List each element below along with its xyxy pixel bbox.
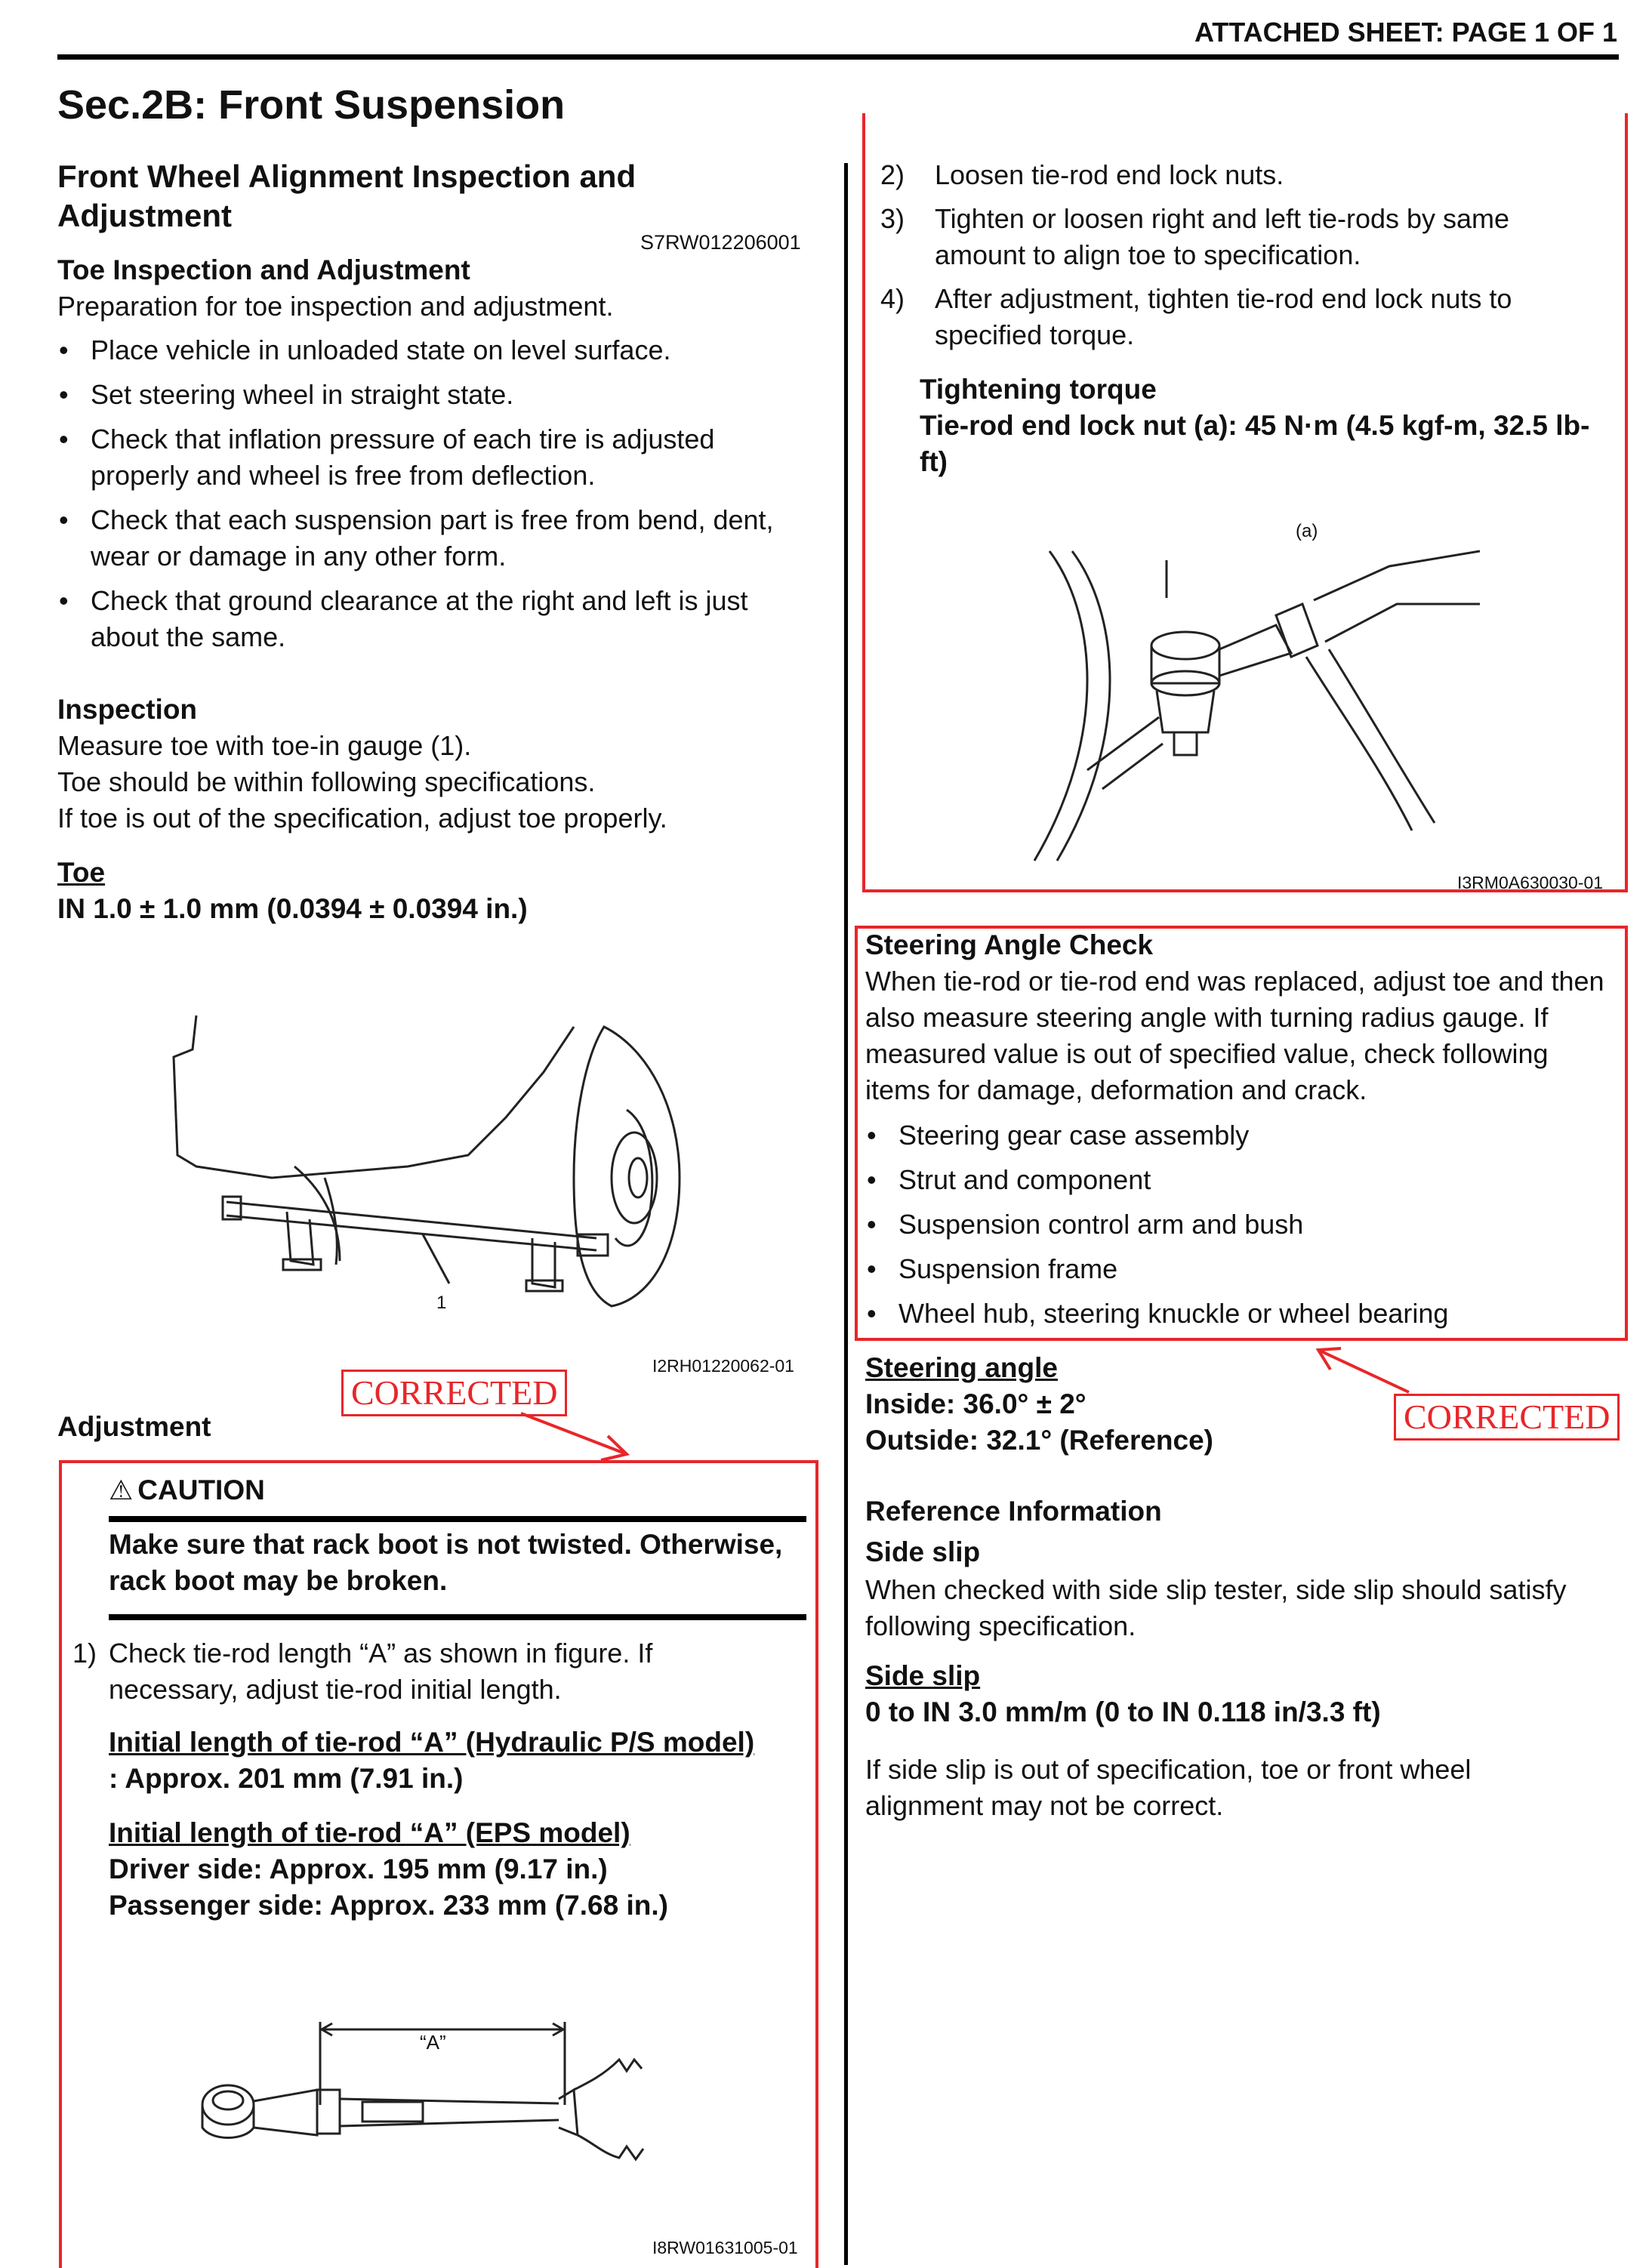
adjustment-heading: Adjustment: [57, 1411, 211, 1442]
step-number: 2): [880, 159, 905, 190]
list-item: • Suspension frame: [865, 1251, 1613, 1287]
corrected-tag: CORRECTED: [1394, 1394, 1620, 1441]
alignment-code: S7RW012206001: [640, 231, 801, 254]
hydraulic-spec-label: Initial length of tie-rod “A” (Hydraulic P/S model): [109, 1727, 755, 1758]
hydraulic-spec-value: : Approx. 201 mm (7.91 in.): [109, 1763, 464, 1794]
figure-caption: I8RW01631005-01: [652, 2238, 798, 2257]
warning-icon: ⚠: [109, 1475, 134, 1505]
step-text: Tighten or loosen right and left tie-rods by same amount to align toe to specification.: [935, 203, 1510, 270]
torque-value: Tie-rod end lock nut (a): 45 N·m (4.5 kgf-m, 32.5 lb-ft): [920, 410, 1590, 477]
eps-driver-value: Driver side: Approx. 195 mm (9.17 in.): [109, 1854, 608, 1884]
side-slip-spec-value: 0 to IN 3.0 mm/m (0 to IN 0.118 in/3.3 ft): [865, 1696, 1381, 1727]
torque-heading: Tightening torque: [920, 374, 1157, 405]
reference-heading: Reference Information: [865, 1496, 1162, 1527]
list-item: [880, 201, 1605, 273]
eps-spec-label: Initial length of tie-rod “A” (EPS model): [109, 1817, 630, 1848]
tie-rod-length-figure: [181, 2014, 649, 2165]
toe-spec-label: Toe: [57, 857, 106, 888]
header-rule: [57, 54, 1619, 60]
steering-inside-value: Inside: 36.0° ± 2°: [865, 1388, 1086, 1419]
figure-callout-a: (a): [1296, 521, 1318, 541]
list-item: • Place vehicle in unloaded state on level surface.: [57, 332, 805, 368]
toe-heading: Toe Inspection and Adjustment: [57, 254, 470, 285]
adjustment-steps: [880, 157, 1605, 361]
list-item: • Steering gear case assembly: [865, 1117, 1613, 1154]
inspection-heading: Inspection: [57, 694, 198, 725]
prep-bullet-list: [57, 332, 805, 664]
steering-check-list: [865, 1117, 1613, 1340]
step-text: Check tie-rod length “A” as shown in figure. If necessary, adjust tie-rod initial length.: [109, 1638, 653, 1705]
side-slip-spec-label: Side slip: [865, 1660, 981, 1691]
correction-arrow: [483, 1410, 634, 1463]
steering-check-heading: Steering Angle Check: [865, 929, 1154, 960]
list-item: • Check that inflation pressure of each tire is adjusted properly and wheel is free from deflection.: [57, 421, 805, 494]
side-slip-heading: Side slip: [865, 1536, 981, 1567]
toe-spec-value: IN 1.0 ± 1.0 mm (0.0394 ± 0.0394 in.): [57, 893, 528, 924]
inspection-line: Toe should be within following specifications.: [57, 766, 596, 797]
column-divider: [844, 163, 848, 2265]
caution-text: Make sure that rack boot is not twisted. Otherwise, rack boot may be broken.: [109, 1529, 783, 1596]
page-header: ATTACHED SHEET: PAGE 1 OF 1: [1194, 17, 1617, 48]
toe-gauge-figure: [151, 1004, 725, 1329]
section-title: Sec.2B: Front Suspension: [57, 82, 566, 128]
list-item: • Strut and component: [865, 1162, 1613, 1198]
steering-check-text: When tie-rod or tie-rod end was replaced, adjust toe and then also measure steering angle with turning radius gauge. If measured value is out of specified value, check following items for damage, deformation and crack.: [865, 966, 1604, 1105]
list-item: • Set steering wheel in straight state.: [57, 377, 805, 413]
caution-title-row: [109, 1472, 265, 1508]
list-item: • Wheel hub, steering knuckle or wheel bearing: [865, 1296, 1613, 1332]
caution-title: CAUTION: [137, 1475, 265, 1505]
list-item: • Suspension control arm and bush: [865, 1206, 1613, 1243]
figure-caption: I2RH01220062-01: [652, 1356, 794, 1376]
step-text: Loosen tie-rod end lock nuts.: [935, 159, 1284, 190]
list-item: [880, 281, 1605, 353]
steering-outside-value: Outside: 32.1° (Reference): [865, 1425, 1214, 1456]
step-number: 3): [880, 203, 905, 234]
side-slip-note: If side slip is out of specification, toe or front wheel alignment may not be correct.: [865, 1754, 1472, 1821]
inspection-line: Measure toe with toe-in gauge (1).: [57, 730, 472, 761]
figure-caption: I3RM0A630030-01: [1457, 873, 1604, 892]
list-item: [880, 157, 1605, 193]
inspection-line: If toe is out of the specification, adjust toe properly.: [57, 803, 667, 834]
figure-label-a: “A”: [420, 2031, 446, 2054]
step-number: 1): [72, 1638, 97, 1669]
correction-arrow: [1311, 1344, 1416, 1397]
figure-callout-1: 1: [436, 1293, 447, 1313]
list-item: • Check that each suspension part is free from bend, dent, wear or damage in any other form.: [57, 502, 805, 575]
toe-intro: Preparation for toe inspection and adjustment.: [57, 291, 614, 322]
steering-angle-label: Steering angle: [865, 1352, 1058, 1383]
alignment-title: Front Wheel Alignment Inspection and Adjustment: [57, 159, 636, 233]
eps-passenger-value: Passenger side: Approx. 233 mm (7.68 in.): [109, 1890, 668, 1921]
caution-top-rule: [109, 1516, 806, 1522]
corrected-tag: CORRECTED: [341, 1370, 567, 1416]
caution-bottom-rule: [109, 1614, 806, 1620]
side-slip-text: When checked with side slip tester, side slip should satisfy following specification.: [865, 1574, 1567, 1641]
list-item: • Check that ground clearance at the right and left is just about the same.: [57, 583, 805, 655]
step-text: After adjustment, tighten tie-rod end lock nuts to specified torque.: [935, 283, 1512, 350]
tie-rod-end-figure: [1027, 521, 1480, 876]
step-number: 4): [880, 283, 905, 314]
